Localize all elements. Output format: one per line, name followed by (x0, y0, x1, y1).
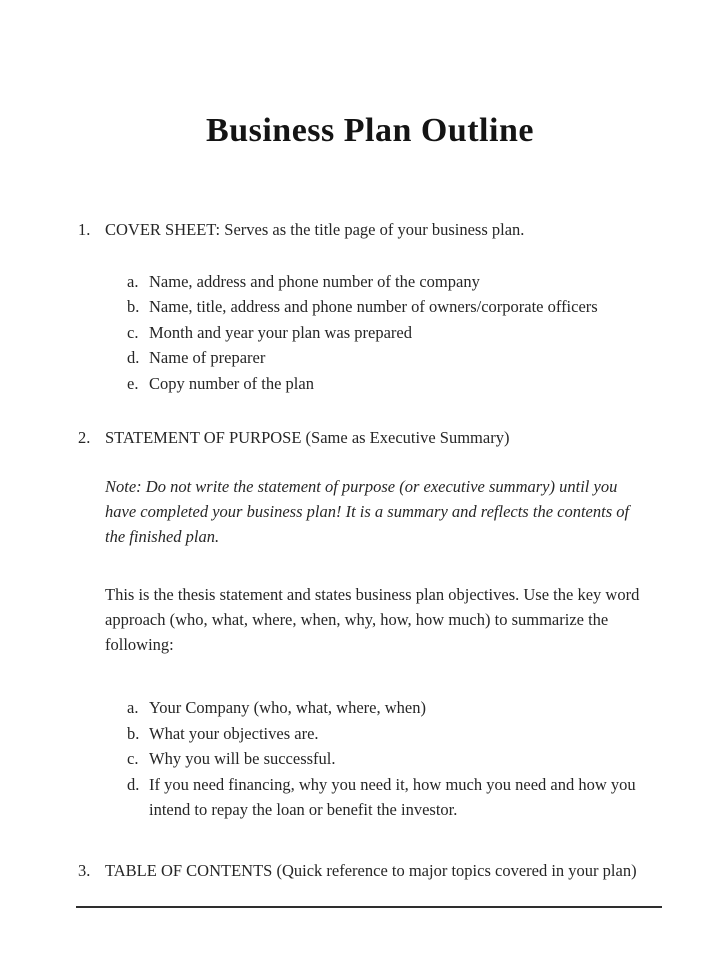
list-item-letter: e. (127, 373, 139, 393)
list-item-letter: d. (127, 774, 140, 794)
list-item-text: Name of preparer (149, 348, 266, 367)
section-number: 2. (78, 428, 91, 447)
page-title: Business Plan Outline (206, 112, 534, 149)
cover-sheet-sub-list (127, 269, 662, 397)
list-item (127, 320, 662, 346)
section-heading: TABLE OF CONTENTS (Quick reference to major topics covered in your plan) (105, 860, 637, 880)
list-item-letter: d. (127, 348, 140, 367)
list-item-text: What your objectives are. (149, 723, 319, 743)
section-number: 1. (78, 219, 91, 239)
list-item-letter: a. (127, 271, 139, 291)
list-item-letter: c. (127, 322, 139, 342)
body-paragraph: This is the thesis statement and states business plan objectives. Use the key word approach (who, what, where, when, why, how, how much) to summarize the following: (105, 585, 640, 654)
section-table-of-contents (78, 860, 662, 881)
section-heading-row (78, 427, 662, 448)
list-item (127, 371, 662, 397)
note-paragraph: Note: Do not write the statement of purpose (or executive summary) until you have completed your business plan! It is a summary and reflects the contents of the finished plan. (105, 477, 630, 546)
section-statement-of-purpose (78, 427, 662, 823)
section-cover-sheet (78, 219, 662, 397)
section-heading-row (78, 860, 662, 881)
list-item-text: Your Company (who, what, where, when) (149, 698, 426, 717)
section-heading: STATEMENT OF PURPOSE (Same as Executive Summary) (105, 428, 510, 447)
section-heading: COVER SHEET: Serves as the title page of your business plan. (105, 219, 525, 239)
statement-sub-list (127, 695, 662, 823)
list-item (127, 695, 662, 721)
list-item-text: Name, title, address and phone number of owners/corporate officers (149, 297, 598, 316)
list-item-text: Month and year your plan was prepared (149, 322, 412, 342)
footer-divider (76, 906, 662, 908)
list-item-letter: a. (127, 698, 139, 717)
list-item-text: Why you will be successful. (149, 749, 336, 768)
section-heading-row (78, 219, 662, 240)
list-item-letter: c. (127, 749, 139, 768)
list-item (127, 345, 662, 371)
list-item-text: Copy number of the plan (149, 373, 314, 393)
list-item-letter: b. (127, 297, 140, 316)
list-item (127, 746, 662, 772)
list-item (127, 269, 662, 295)
list-item (127, 294, 662, 320)
list-item-text: Name, address and phone number of the company (149, 271, 480, 291)
list-item (127, 772, 662, 823)
list-item-text: If you need financing, why you need it, how much you need and how you intend to repay the loan or benefit the investor. (149, 774, 636, 819)
list-item (127, 721, 662, 747)
section-number: 3. (78, 860, 91, 880)
list-item-letter: b. (127, 723, 140, 743)
